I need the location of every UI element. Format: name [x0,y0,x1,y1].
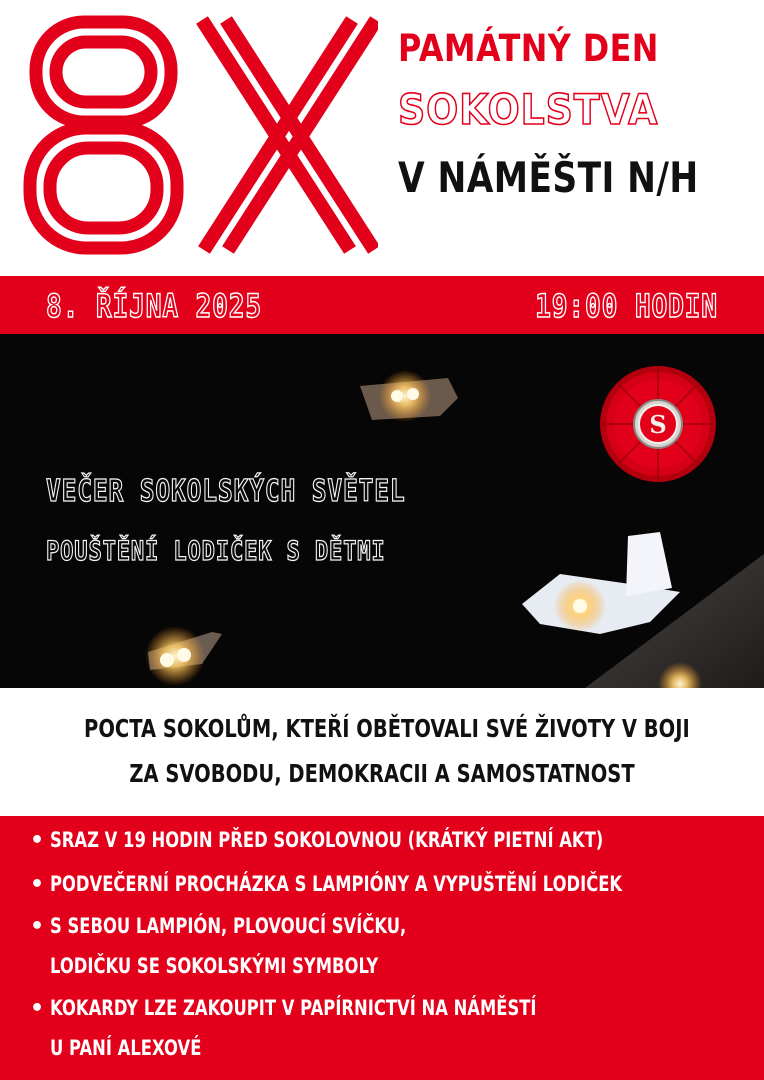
title-line-3: V NÁMĚŠTI N/H [398,153,699,202]
tribute-line-1: POCTA SOKOLŮM, KTEŘÍ OBĚTOVALI SVÉ ŽIVOTY V BOJI [84,714,690,743]
list-item-text: U PANÍ ALEXOVÉ [50,1036,202,1060]
list-item-text: LODIČKU SE SOKOLSKÝMI SYMBOLY [50,954,379,978]
tribute-section [0,688,764,816]
candle-boats-photo [0,334,764,688]
photo-scene [0,334,764,688]
tribute-line-2: ZA SVOBODU, DEMOKRACII A SAMOSTATNOST [129,759,635,788]
list-item-text: KOKARDY LZE ZAKOUPIT V PAPÍRNICTVÍ NA NÁMĚSTÍ [50,996,537,1020]
event-time: 19:00 HODIN [535,287,718,325]
eight-x-logo [18,10,378,260]
list-item-text: PODVEČERNÍ PROCHÁZKA S LAMPIÓNY A VYPUŠTĚNÍ LODIČEK [50,872,623,896]
title-line-2: SOKOLSTVA [398,85,659,134]
bullet-icon: • [30,914,45,939]
list-item-text: SRAZ V 19 HODIN PŘED SOKOLOVNOU (KRÁTKÝ PIETNÍ AKT) [50,828,604,852]
title-block [398,27,758,202]
date-bar [0,276,764,334]
photo-caption-1: VEČER SOKOLSKÝCH SVĚTEL [46,474,406,509]
bullet-icon: • [30,828,45,853]
sokol-badge-letter: S [649,410,667,439]
poster-header [0,0,764,276]
title-line-1: PAMÁTNÝ DEN [398,27,659,70]
info-list [0,816,764,1080]
event-date: 8. ŘÍJNA 2025 [46,287,263,325]
list-item-text: S SEBOU LAMPIÓN, PLOVOUCÍ SVÍČKU, [50,914,407,938]
bullet-icon: • [30,872,45,897]
bullet-icon: • [30,996,45,1021]
photo-caption-2: POUŠTĚNÍ LODIČEK S DĚTMI [46,536,386,567]
